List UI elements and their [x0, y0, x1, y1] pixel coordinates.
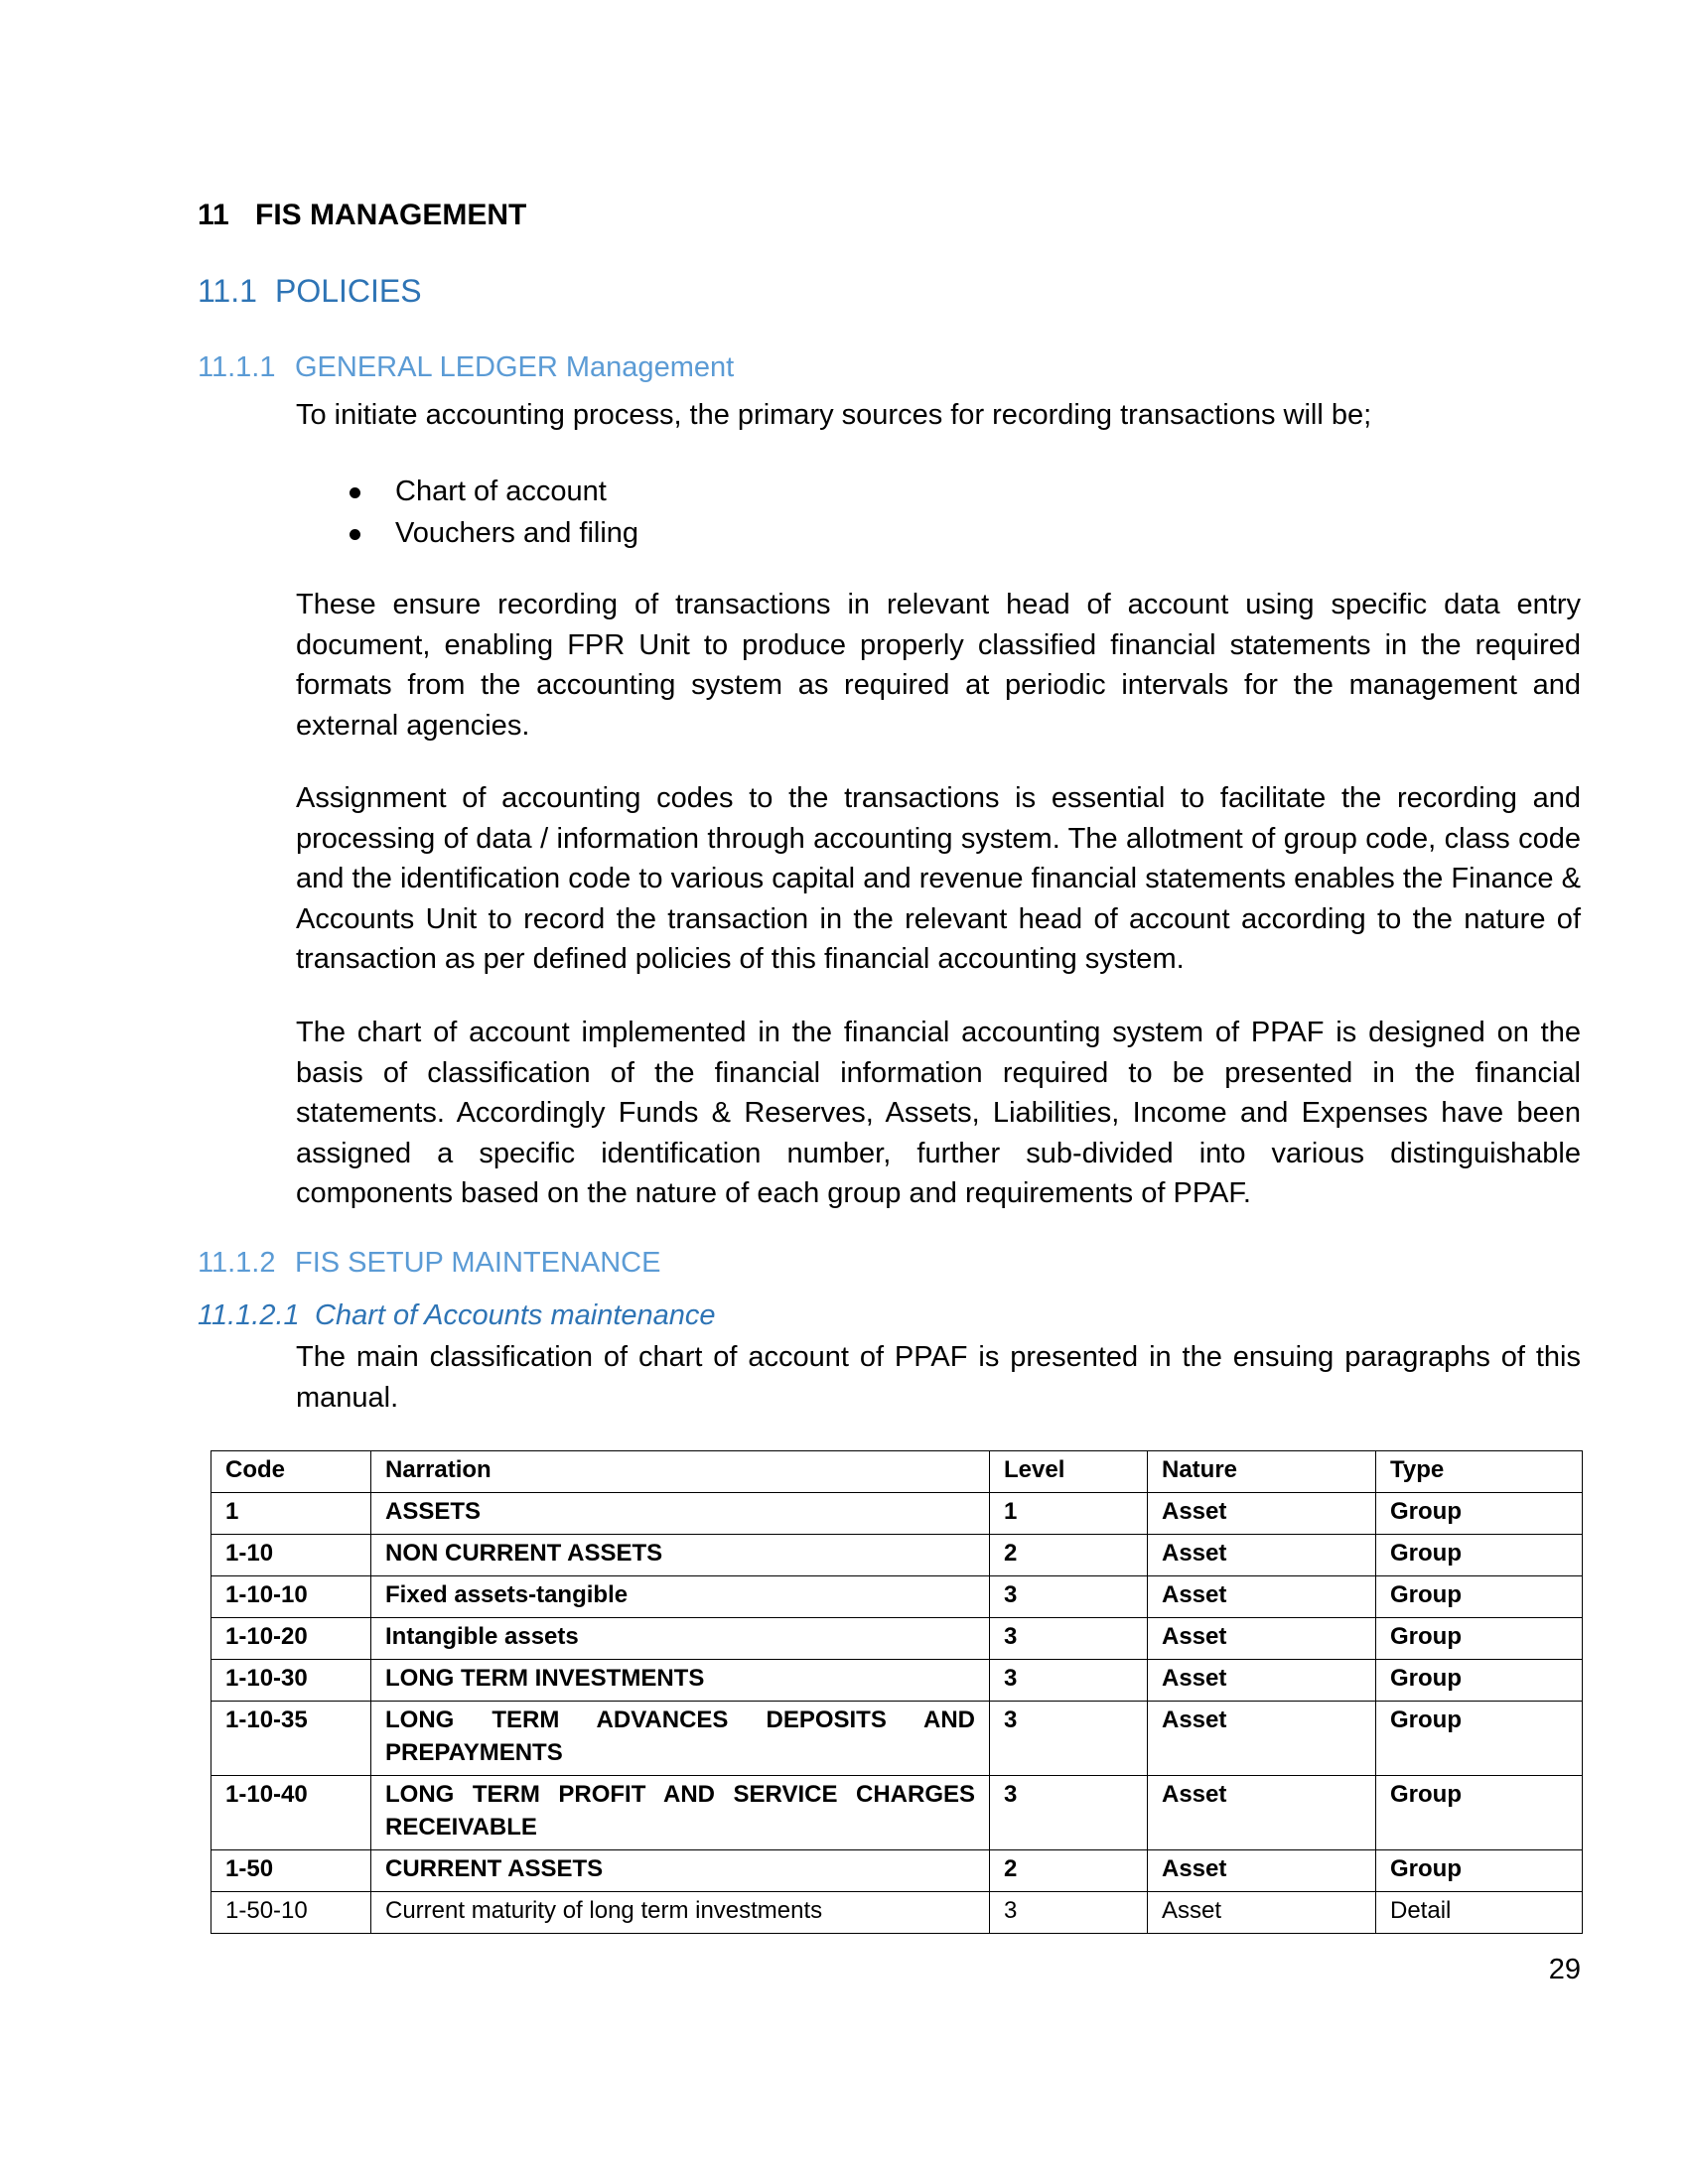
cell-level: 3 — [990, 1576, 1148, 1618]
list-item — [296, 512, 638, 554]
table-row — [211, 1702, 1583, 1776]
body-paragraph-2: Assignment of accounting codes to the transactions is essential to facilitate the recording and processing of data / information through accounting system. The allotment of group code, class code and the identification code to various capital and revenue financial statements enables the Finance & Accounts Unit to record the transaction in the relevant head of account according to the nature of transaction as per defined policies of this financial accounting system. — [296, 782, 1581, 975]
table-row — [211, 1535, 1583, 1576]
cell-narration: Intangible assets — [371, 1618, 990, 1660]
cell-narration: Fixed assets-tangible — [371, 1576, 990, 1618]
cell-code: 1-50-10 — [211, 1892, 371, 1934]
cell-type: Group — [1376, 1618, 1583, 1660]
cell-narration: Current maturity of long term investments — [371, 1892, 990, 1934]
cell-nature: Asset — [1148, 1892, 1376, 1934]
cell-level: 2 — [990, 1850, 1148, 1892]
cell-narration: CURRENT ASSETS — [371, 1850, 990, 1892]
gl-management-heading — [198, 351, 734, 384]
cell-level: 3 — [990, 1702, 1148, 1776]
gl-heading-number: 11.1.1 — [198, 351, 276, 383]
cell-code: 1-10-20 — [211, 1618, 371, 1660]
subsection-title: POLICIES — [275, 273, 422, 309]
cell-nature: Asset — [1148, 1850, 1376, 1892]
section-heading — [198, 199, 526, 232]
bullet-icon — [350, 529, 360, 540]
cell-level: 2 — [990, 1535, 1148, 1576]
cell-nature: Asset — [1148, 1576, 1376, 1618]
cell-type: Group — [1376, 1702, 1583, 1776]
cell-nature: Asset — [1148, 1535, 1376, 1576]
cell-nature: Asset — [1148, 1493, 1376, 1535]
cell-narration: LONG TERM PROFIT AND SERVICE CHARGES RECEIVABLE — [371, 1776, 990, 1850]
cell-narration: NON CURRENT ASSETS — [371, 1535, 990, 1576]
header-type: Type — [1376, 1451, 1583, 1493]
cell-level: 3 — [990, 1660, 1148, 1702]
cell-narration: LONG TERM INVESTMENTS — [371, 1660, 990, 1702]
coa-maintenance-heading — [198, 1299, 716, 1332]
fis-heading-number: 11.1.2 — [198, 1247, 276, 1279]
body-paragraph-3: The chart of account implemented in the financial accounting system of PPAF is designed on the basis of classification of the financial information required to be presented in the financial statements. Accordingly Funds & Reserves, Assets, Liabilities, Income and Expenses have been assigned a specific identification number, further sub-divided into various distinguishable components based on the nature of each group and requirements of PPAF. — [296, 1017, 1581, 1209]
cell-level: 3 — [990, 1776, 1148, 1850]
chart-of-accounts-table — [211, 1450, 1583, 1934]
source-list — [296, 471, 638, 554]
coa-heading-title: Chart of Accounts maintenance — [315, 1299, 716, 1331]
coa-heading-number: 11.1.2.1 — [198, 1299, 300, 1331]
header-level: Level — [990, 1451, 1148, 1493]
cell-narration: ASSETS — [371, 1493, 990, 1535]
cell-type: Group — [1376, 1776, 1583, 1850]
header-narration: Narration — [371, 1451, 990, 1493]
cell-nature: Asset — [1148, 1618, 1376, 1660]
section-number: 11 — [198, 199, 229, 231]
cell-narration: LONG TERM ADVANCES DEPOSITS AND PREPAYMENTS — [371, 1702, 990, 1776]
cell-code: 1-10-10 — [211, 1576, 371, 1618]
cell-type: Group — [1376, 1660, 1583, 1702]
fis-heading-title: FIS SETUP MAINTENANCE — [295, 1247, 661, 1279]
cell-nature: Asset — [1148, 1660, 1376, 1702]
cell-code: 1-50 — [211, 1850, 371, 1892]
cell-nature: Asset — [1148, 1776, 1376, 1850]
cell-type: Group — [1376, 1535, 1583, 1576]
list-item — [296, 471, 638, 512]
body-paragraph-1: These ensure recording of transactions in relevant head of account using specific data entry document, enabling FPR Unit to produce properly classified financial statements in the required formats from the accounting system as required at periodic intervals for the management and external agencies. — [296, 589, 1581, 742]
subsection-number: 11.1 — [198, 273, 257, 309]
header-nature: Nature — [1148, 1451, 1376, 1493]
cell-code: 1 — [211, 1493, 371, 1535]
table-row — [211, 1892, 1583, 1934]
table-header-row — [211, 1451, 1583, 1493]
table-row — [211, 1776, 1583, 1850]
cell-type: Detail — [1376, 1892, 1583, 1934]
page-number: 29 — [1548, 1954, 1581, 1985]
list-item-text: Vouchers and filing — [395, 517, 639, 549]
header-code: Code — [211, 1451, 371, 1493]
table-row — [211, 1850, 1583, 1892]
cell-nature: Asset — [1148, 1702, 1376, 1776]
table-row — [211, 1493, 1583, 1535]
subsection-heading — [198, 273, 422, 310]
table-row — [211, 1618, 1583, 1660]
cell-level: 3 — [990, 1618, 1148, 1660]
cell-type: Group — [1376, 1493, 1583, 1535]
cell-level: 1 — [990, 1493, 1148, 1535]
cell-level: 3 — [990, 1892, 1148, 1934]
cell-code: 1-10-40 — [211, 1776, 371, 1850]
cell-code: 1-10-35 — [211, 1702, 371, 1776]
cell-code: 1-10 — [211, 1535, 371, 1576]
table-row — [211, 1576, 1583, 1618]
list-item-text: Chart of account — [395, 476, 607, 507]
table-row — [211, 1660, 1583, 1702]
section-title: FIS MANAGEMENT — [255, 199, 527, 231]
coa-intro-paragraph: The main classification of chart of account of PPAF is presented in the ensuing paragraphs of this manual. — [296, 1341, 1581, 1414]
cell-code: 1-10-30 — [211, 1660, 371, 1702]
fis-setup-heading — [198, 1247, 660, 1280]
gl-heading-title: GENERAL LEDGER Management — [295, 351, 735, 383]
cell-type: Group — [1376, 1576, 1583, 1618]
intro-paragraph: To initiate accounting process, the primary sources for recording transactions will be; — [296, 399, 1372, 431]
bullet-icon — [350, 487, 360, 498]
cell-type: Group — [1376, 1850, 1583, 1892]
